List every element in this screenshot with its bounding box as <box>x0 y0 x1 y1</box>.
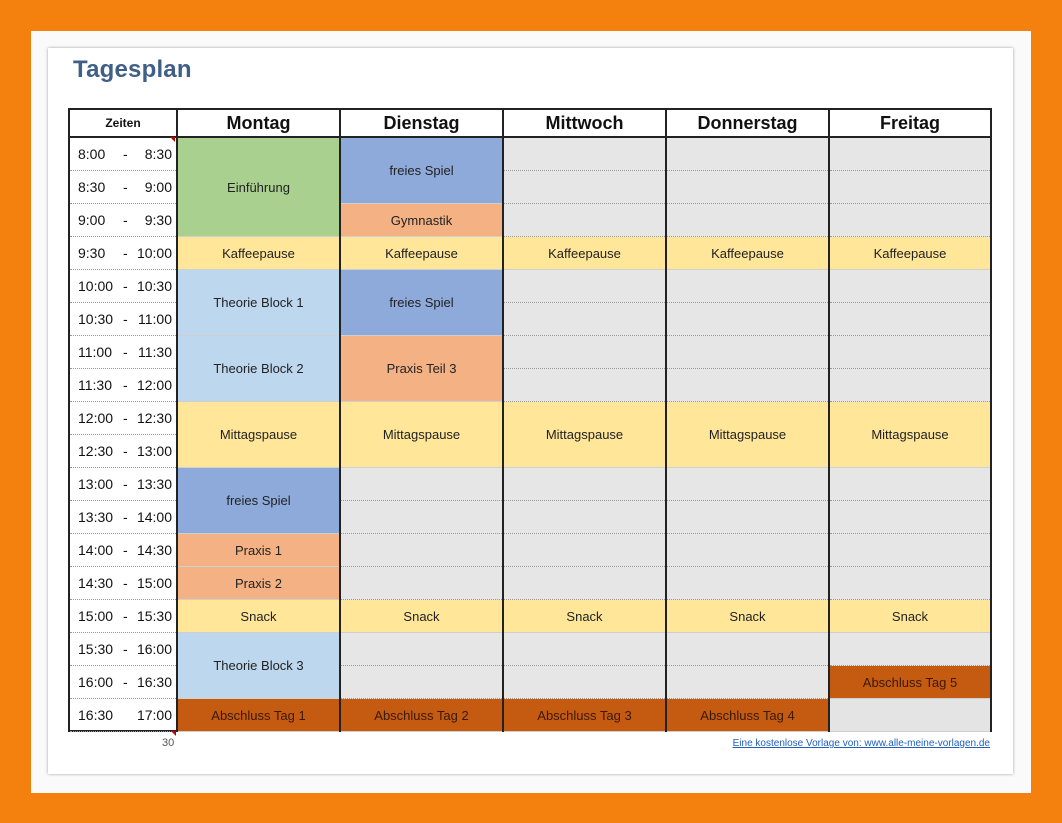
row-divider <box>504 302 665 303</box>
time-start: 16:00 <box>78 674 114 690</box>
time-row <box>70 567 176 600</box>
row-divider <box>341 533 502 534</box>
time-dash: - <box>123 542 128 558</box>
header-zeiten: Zeiten <box>70 110 178 138</box>
event-block: Mittagspause <box>178 402 339 468</box>
time-dash: - <box>123 179 128 195</box>
time-end: 14:00 <box>136 509 172 525</box>
time-end: 9:30 <box>144 212 172 228</box>
time-row <box>70 468 176 501</box>
event-block: freies Spiel <box>341 270 502 336</box>
time-end: 8:30 <box>144 146 172 162</box>
event-block: Abschluss Tag 2 <box>341 699 502 732</box>
time-end: 14:30 <box>136 542 172 558</box>
time-row <box>70 270 176 303</box>
row-divider <box>830 335 990 336</box>
row-divider <box>504 533 665 534</box>
day-column-freitag <box>830 138 990 730</box>
row-divider <box>504 335 665 336</box>
time-dash: - <box>123 674 128 690</box>
page-title: Tagesplan <box>73 56 192 83</box>
time-start: 15:30 <box>78 641 114 657</box>
row-divider <box>341 665 502 666</box>
time-end: 16:30 <box>136 674 172 690</box>
time-start: 16:30 <box>78 707 114 723</box>
event-block: Snack <box>830 600 990 633</box>
header-mittwoch: Mittwoch <box>504 110 667 138</box>
event-block: Abschluss Tag 3 <box>504 699 665 732</box>
time-dash: - <box>123 212 128 228</box>
row-divider <box>341 566 502 567</box>
time-dash: - <box>123 410 128 426</box>
event-block: Kaffeepause <box>504 237 665 270</box>
row-divider <box>830 302 990 303</box>
time-start: 11:30 <box>78 377 112 393</box>
event-block: Snack <box>178 600 339 633</box>
row-divider <box>830 500 990 501</box>
row-divider <box>667 302 828 303</box>
row-divider <box>504 170 665 171</box>
event-block: Theorie Block 1 <box>178 270 339 336</box>
row-divider <box>667 170 828 171</box>
time-dash: - <box>123 476 128 492</box>
row-divider <box>830 566 990 567</box>
schedule-table <box>68 108 992 732</box>
time-end: 16:00 <box>136 641 172 657</box>
row-divider <box>667 533 828 534</box>
time-row <box>70 501 176 534</box>
day-column-donnerstag <box>667 138 830 730</box>
time-end: 13:00 <box>136 443 172 459</box>
time-row <box>70 402 176 435</box>
row-divider <box>830 203 990 204</box>
row-divider <box>667 500 828 501</box>
time-end: 15:00 <box>136 575 172 591</box>
row-divider <box>667 566 828 567</box>
time-dash: - <box>123 344 128 360</box>
time-end: 12:30 <box>136 410 172 426</box>
time-row <box>70 435 176 468</box>
time-dash: - <box>123 608 128 624</box>
time-dash: - <box>123 641 128 657</box>
time-start: 12:30 <box>78 443 114 459</box>
row-divider <box>830 368 990 369</box>
row-divider <box>667 203 828 204</box>
time-start: 14:30 <box>78 575 114 591</box>
time-start: 13:30 <box>78 509 114 525</box>
time-row <box>70 633 176 666</box>
row-divider <box>504 665 665 666</box>
event-block: Kaffeepause <box>341 237 502 270</box>
event-block: Einführung <box>178 138 339 237</box>
header-freitag: Freitag <box>830 110 990 138</box>
time-dash: - <box>123 377 128 393</box>
comment-marker-icon <box>170 137 175 142</box>
time-start: 10:00 <box>78 278 114 294</box>
time-end: 15:30 <box>136 608 172 624</box>
event-block: Mittagspause <box>504 402 665 468</box>
comment-marker-icon <box>171 731 176 736</box>
time-row <box>70 138 176 171</box>
time-end: 9:00 <box>144 179 172 195</box>
event-block: Theorie Block 3 <box>178 633 339 699</box>
row-divider <box>341 500 502 501</box>
header-dienstag: Dienstag <box>341 110 504 138</box>
time-end: 17:00 <box>136 707 172 723</box>
time-row <box>70 171 176 204</box>
time-start: 11:00 <box>78 344 112 360</box>
event-block: Abschluss Tag 4 <box>667 699 828 732</box>
event-block: Abschluss Tag 5 <box>830 666 990 699</box>
event-block: Kaffeepause <box>667 237 828 270</box>
time-row <box>70 204 176 237</box>
event-block: Snack <box>667 600 828 633</box>
time-start: 12:00 <box>78 410 114 426</box>
row-divider <box>667 335 828 336</box>
row-divider <box>830 170 990 171</box>
time-row <box>70 699 176 732</box>
event-block: Mittagspause <box>830 402 990 468</box>
time-dash: - <box>123 245 128 261</box>
time-dash: - <box>123 443 128 459</box>
time-end: 11:00 <box>138 311 172 327</box>
event-block: Mittagspause <box>667 402 828 468</box>
time-start: 14:00 <box>78 542 114 558</box>
time-start: 8:30 <box>78 179 106 195</box>
time-dash: - <box>123 509 128 525</box>
event-block: Praxis 1 <box>178 534 339 567</box>
time-row <box>70 336 176 369</box>
time-start: 15:00 <box>78 608 114 624</box>
event-block: Kaffeepause <box>178 237 339 270</box>
event-block: Praxis 2 <box>178 567 339 600</box>
event-block: Abschluss Tag 1 <box>178 699 339 732</box>
day-column-montag <box>178 138 341 730</box>
time-start: 8:00 <box>78 146 106 162</box>
time-start: 9:30 <box>78 245 106 261</box>
time-row <box>70 237 176 270</box>
day-column-mittwoch <box>504 138 667 730</box>
time-row <box>70 600 176 633</box>
row-divider <box>667 368 828 369</box>
footer-link[interactable]: Eine kostenlose Vorlage von: www.alle-meine-vorlagen.de <box>732 738 990 749</box>
time-end: 12:00 <box>136 377 172 393</box>
time-row <box>70 303 176 336</box>
time-end: 11:30 <box>138 344 172 360</box>
event-block: Kaffeepause <box>830 237 990 270</box>
time-start: 13:00 <box>78 476 114 492</box>
row-divider <box>504 368 665 369</box>
time-row <box>70 534 176 567</box>
event-block: freies Spiel <box>341 138 502 204</box>
event-block: Snack <box>341 600 502 633</box>
time-dash: - <box>123 146 128 162</box>
row-divider <box>504 566 665 567</box>
header-donnerstag: Donnerstag <box>667 110 830 138</box>
time-dash: - <box>123 575 128 591</box>
row-divider <box>667 665 828 666</box>
time-end: 10:00 <box>136 245 172 261</box>
interval-note: 30 <box>162 737 175 749</box>
event-block: Mittagspause <box>341 402 502 468</box>
header-montag: Montag <box>178 110 341 138</box>
time-dash: - <box>123 278 128 294</box>
row-divider <box>504 500 665 501</box>
time-start: 10:30 <box>78 311 114 327</box>
time-row <box>70 666 176 699</box>
time-start: 9:00 <box>78 212 106 228</box>
time-end: 10:30 <box>136 278 172 294</box>
event-block: Gymnastik <box>341 204 502 237</box>
event-block <box>830 699 990 732</box>
event-block: Snack <box>504 600 665 633</box>
event-block: freies Spiel <box>178 468 339 534</box>
time-end: 13:30 <box>136 476 172 492</box>
row-divider <box>504 203 665 204</box>
event-block: Theorie Block 2 <box>178 336 339 402</box>
row-divider <box>830 533 990 534</box>
day-column-dienstag <box>341 138 504 730</box>
time-column <box>70 138 178 730</box>
event-block: Praxis Teil 3 <box>341 336 502 402</box>
time-row <box>70 369 176 402</box>
time-dash: - <box>123 311 128 327</box>
